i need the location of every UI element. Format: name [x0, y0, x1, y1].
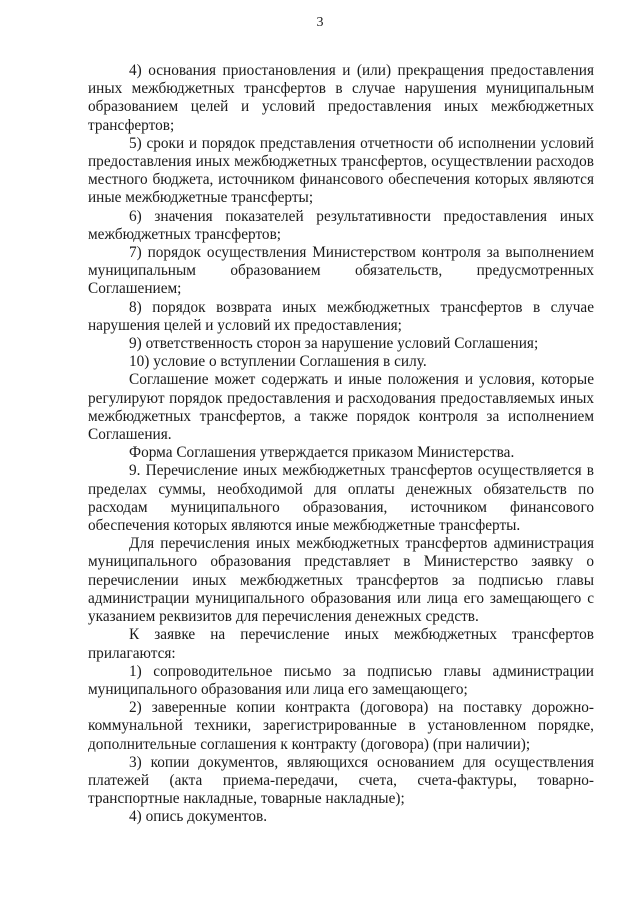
paragraph-item-7-control: 7) порядок осуществления Министерством контроля за выполнением муниципальным образованием обязательств, предусмотренных Соглашением; [88, 244, 594, 298]
paragraph-agreement-other-provisions: Соглашение может содержать и иные положения и условия, которые регулируют порядок предоставления и расходования предоставляемых иных межбюджетных трансфертов, а также порядок контроля за исполнением Соглашения. [88, 371, 594, 444]
paragraph-item-8-refund: 8) порядок возврата иных межбюджетных трансфертов в случае нарушения целей и условий их предоставления; [88, 298, 594, 334]
paragraph-attachment-1-cover-letter: 1) сопроводительное письмо за подписью главы администрации муниципального образования или лица его замещающего; [88, 662, 594, 698]
paragraph-item-5-reporting: 5) сроки и порядок представления отчетности об исполнении условий предоставления иных межбюджетных трансфертов, осуществлении расходов местного бюджета, источником финансового обеспечения которых являются иные межбюджетные трансферты; [88, 134, 594, 207]
paragraph-application-procedure: Для перечисления иных межбюджетных трансфертов администрация муниципального образования представляет в Министерство заявку о перечислении иных межбюджетных трансфертов за подписью главы администрации муниципального образования или лица его замещающего с указанием реквизитов для перечисления денежных средств. [88, 535, 594, 626]
paragraph-item-10-entry-into-force: 10) условие о вступлении Соглашения в силу. [129, 353, 427, 371]
paragraph-item-4-grounds-suspension: 4) основания приостановления и (или) прекращения предоставления иных межбюджетных трансфертов в случае нарушения муниципальным образованием целей и условий предоставления иных межбюджетных трансфертов; [88, 62, 594, 134]
paragraph-attachments-intro: К заявке на перечисление иных межбюджетных трансфертов прилагаются: [88, 626, 594, 662]
paragraph-attachment-2-contract-copies: 2) заверенные копии контракта (договора) на поставку дорожно-коммунальной техники, зарегистрированные в установленном порядке, дополнительные соглашения к контракту (договора) (при наличии); [88, 699, 594, 753]
paragraph-agreement-form: Форма Соглашения утверждается приказом Министерства. [129, 444, 515, 462]
paragraph-item-9-responsibility: 9) ответственность сторон за нарушение условий Соглашения; [129, 335, 539, 353]
paragraph-attachment-4-inventory: 4) опись документов. [129, 808, 268, 826]
page-number: 3 [316, 15, 324, 30]
paragraph-attachment-3-payment-documents: 3) копии документов, являющихся основанием для осуществления платежей (акта приема-передачи, счета, счета-фактуры, товарно-транспортные накладные, товарные накладные); [88, 753, 594, 808]
paragraph-item-6-performance-indicators: 6) значения показателей результативности предоставления иных межбюджетных трансфертов; [88, 207, 594, 243]
paragraph-section-9-transfer: 9. Перечисление иных межбюджетных трансфертов осуществляется в пределах суммы, необходимой для оплаты денежных обязательств по расходам муниципального образования, источником финансового обеспечения которых являются иные межбюджетные трансферты. [88, 462, 594, 535]
document-body [88, 62, 594, 827]
